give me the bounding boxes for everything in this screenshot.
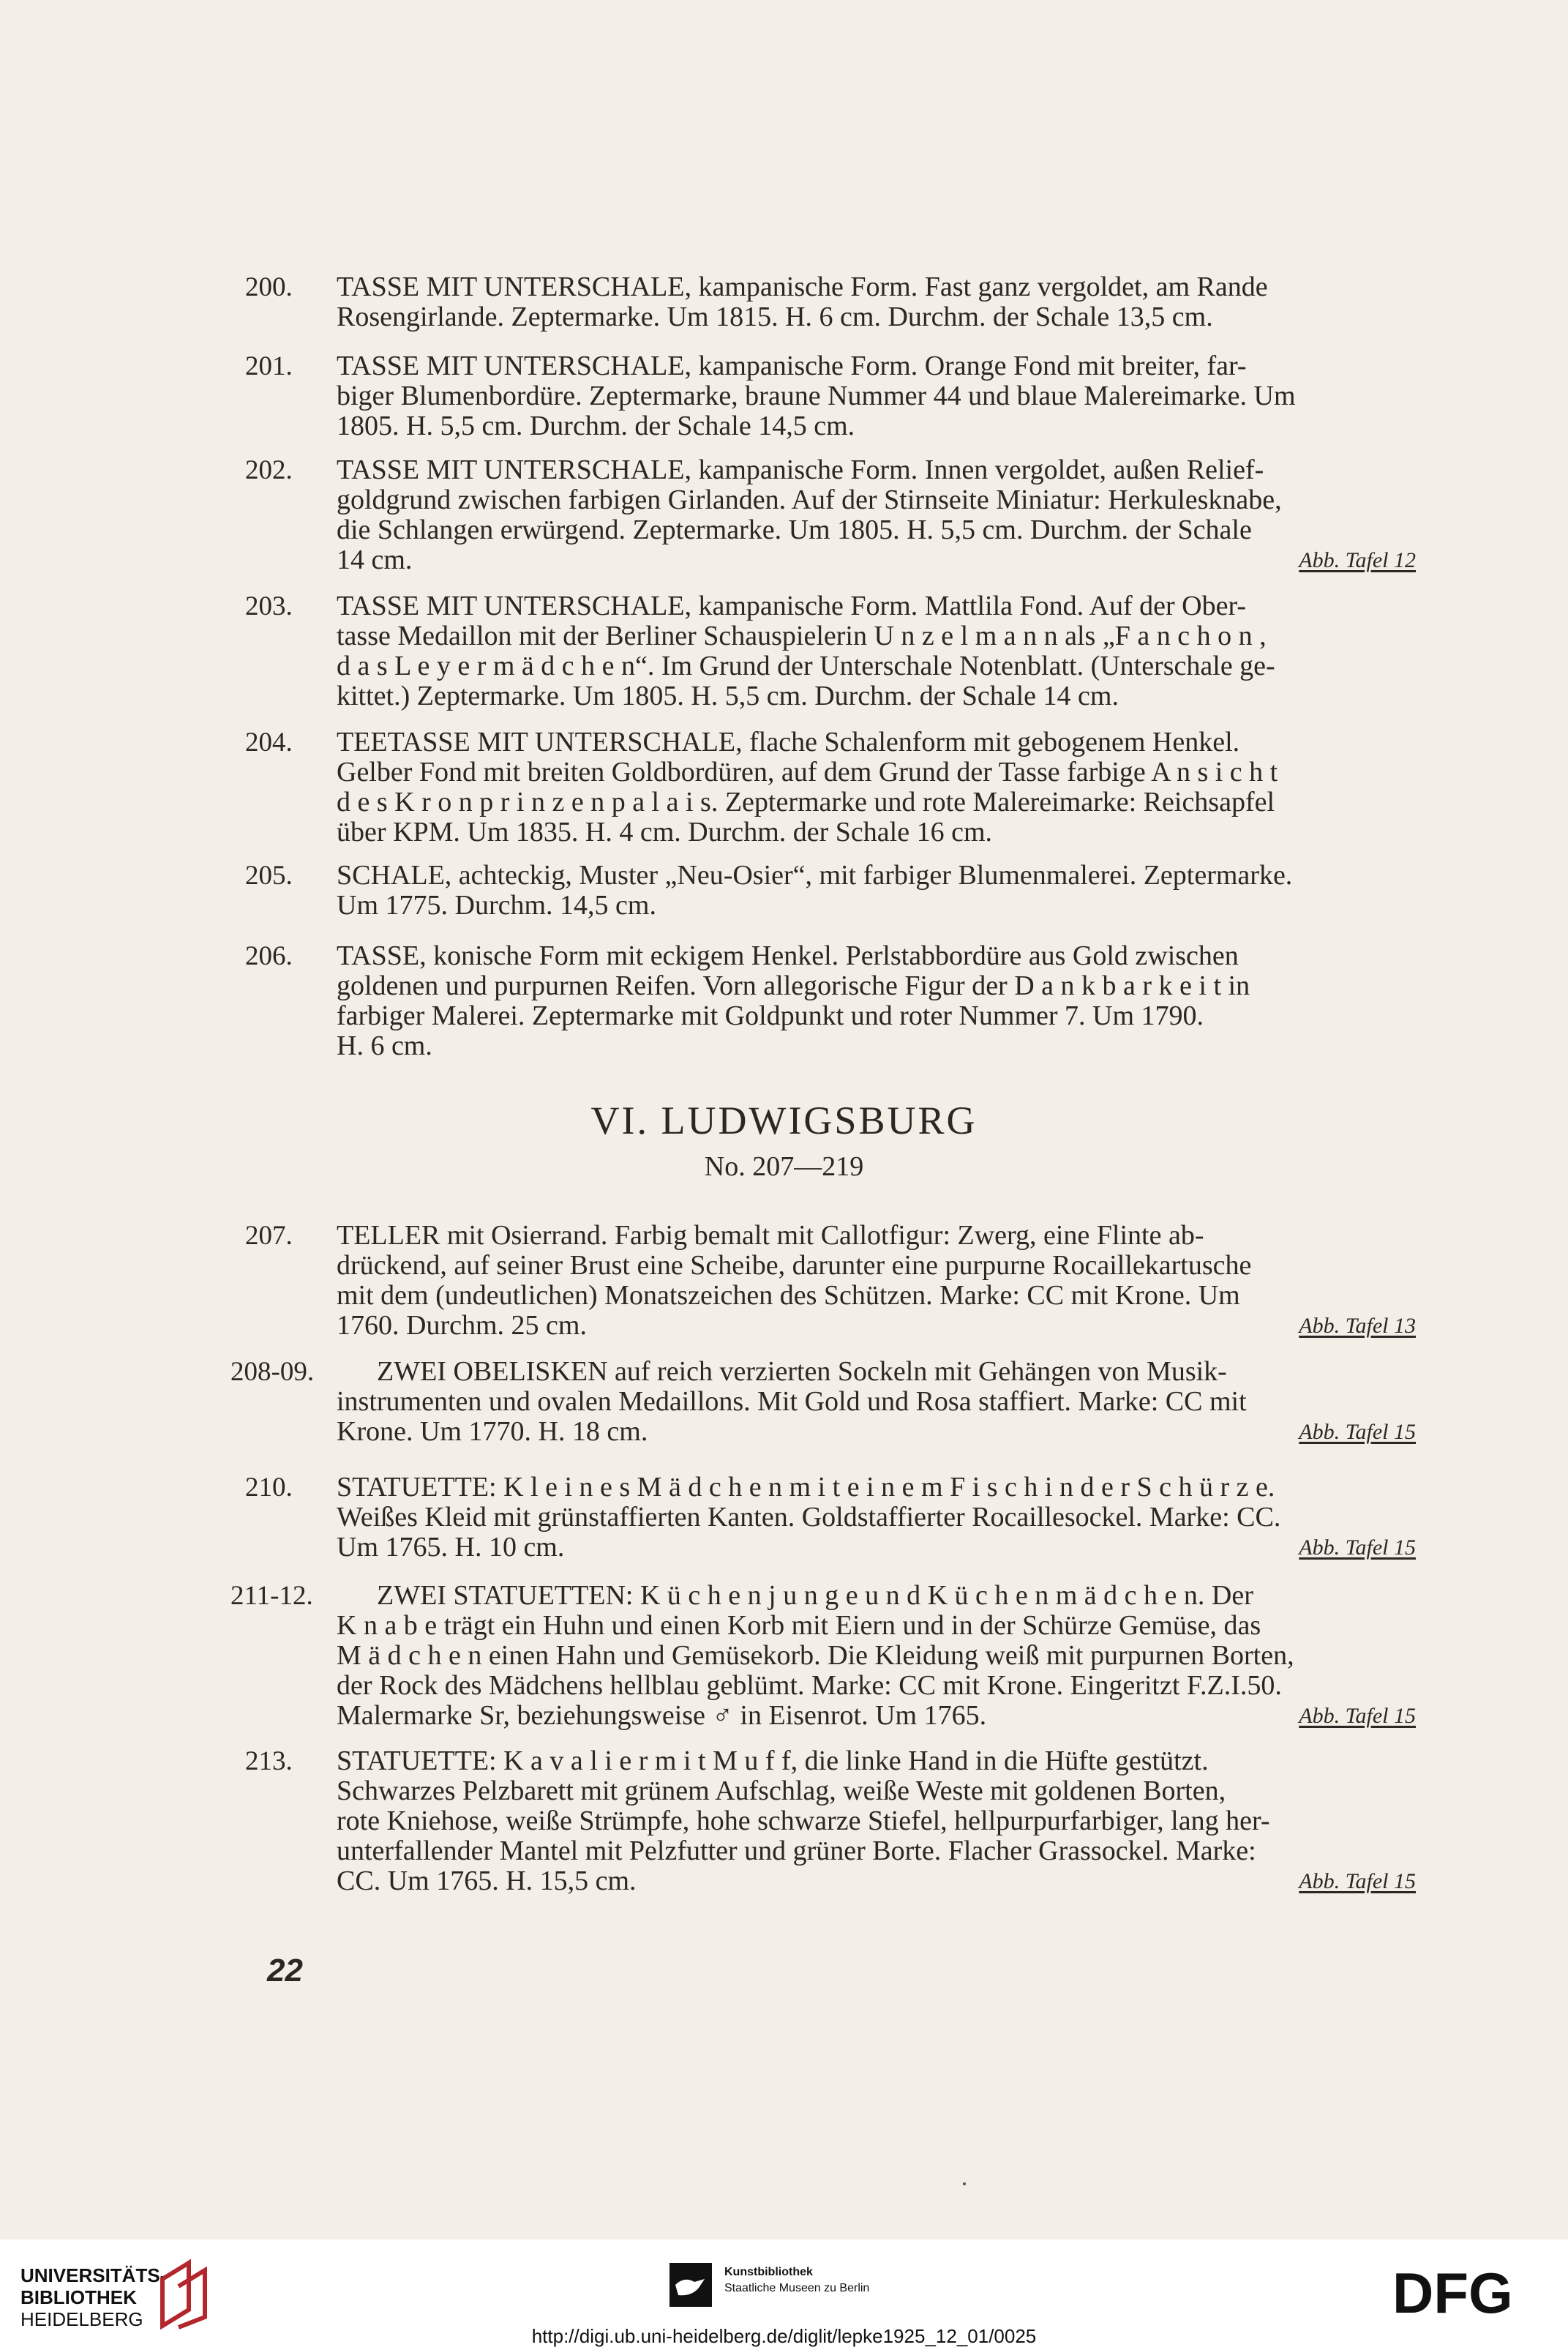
entry-text [337,1221,1416,1341]
kunstbibliothek-logo-icon [669,2263,712,2307]
entry-text [337,1746,1416,1896]
plate-reference: Abb. Tafel 15 [1299,1869,1416,1893]
university-logo-icon [157,2257,215,2330]
catalog-entry [245,591,1416,711]
catalog-entry [245,727,1416,847]
section-title: VI. LUDWIGSBURG [590,1099,978,1142]
entry-line: der Rock des Mädchens hellblau geblümt. Marke: CC mit Krone. Eingeritzt F.Z.I.50. [337,1670,1282,1701]
kb-title: Kunstbibliothek [724,2266,813,2278]
entry-line: H. 6 cm. [337,1030,432,1061]
entry-line: ZWEI STATUETTEN: K ü c h e n j u n g e u n d K ü c h e n m ä d c h e n. Der [377,1580,1253,1611]
plate-reference: Abb. Tafel 12 [1299,548,1416,572]
entry-line: TASSE MIT UNTERSCHALE, kampanische Form. Innen vergoldet, außen Relief- [337,454,1264,485]
entry-line: 1805. H. 5,5 cm. Durchm. der Schale 14,5 cm. [337,411,855,441]
plate-reference: Abb. Tafel 15 [1299,1420,1416,1444]
entry-line: STATUETTE: K a v a l i e r m i t M u f f, die linke Hand in die Hüfte gestützt. [337,1745,1209,1776]
entry-line: Um 1775. Durchm. 14,5 cm. [337,890,656,921]
uni-line-3: HEIDELBERG [20,2308,143,2330]
entry-text [337,351,1416,441]
entry-line: M ä d c h e n einen Hahn und Gemüsekorb. Die Kleidung weiß mit purpurnen Borten, [337,1640,1294,1671]
plate-reference: Abb. Tafel 13 [1299,1314,1416,1338]
page-number: 22 [267,1953,303,1988]
entry-number: 200. [245,272,293,302]
entry-line: d a s L e y e r m ä d c h e n“. Im Grund der Unterschale Notenblatt. (Unterschale ge- [337,651,1275,681]
entry-line: goldenen und purpurnen Reifen. Vorn allegorische Figur der D a n k b a r k e i t in [337,970,1250,1001]
entry-text [337,861,1416,921]
entry-number: 202. [245,455,293,485]
entry-line: TASSE MIT UNTERSCHALE, kampanische Form. Orange Fond mit breiter, far- [337,351,1247,381]
footer [0,2239,1568,2350]
section-subtitle: No. 207—219 [704,1151,864,1182]
entry-number: 205. [245,861,293,891]
entry-line: Gelber Fond mit breiten Goldbordüren, auf dem Grund der Tasse farbige A n s i c h t [337,757,1278,787]
entry-line: kittet.) Zeptermarke. Um 1805. H. 5,5 cm. Durchm. der Schale 14 cm. [337,681,1119,711]
entry-line: d e s K r o n p r i n z e n p a l a i s. Zeptermarke und rote Malereimarke: Reichsapfel [337,787,1275,817]
entry-line: CC. Um 1765. H. 15,5 cm. Abb. Tafel 15 [337,1866,1416,1896]
catalog-entry [245,272,1416,332]
entry-text [337,1473,1416,1563]
entry-line: Malermarke Sr, beziehungsweise ♂ in Eisenrot. Um 1765. Abb. Tafel 15 [337,1700,1416,1731]
entry-line: Krone. Um 1770. H. 18 cm. Abb. Tafel 15 [337,1416,1416,1447]
catalog-entry [245,941,1416,1061]
entry-number: 201. [245,351,293,381]
entry-line: STATUETTE: K l e i n e s M ä d c h e n m i t e i n e m F i s c h i n d e r S c h ü r z e. [337,1472,1275,1503]
entry-text [337,272,1416,332]
entry-number: 203. [245,591,293,621]
speck [963,2182,966,2185]
entry-text [337,455,1416,575]
entry-line: instrumenten und ovalen Medaillons. Mit Gold und Rosa staffiert. Marke: CC mit [337,1386,1247,1417]
entry-line: Rosengirlande. Zeptermarke. Um 1815. H. 6 cm. Durchm. der Schale 13,5 cm. [337,302,1213,332]
entry-line: TELLER mit Osierrand. Farbig bemalt mit Callotfigur: Zwerg, eine Flinte ab- [337,1220,1204,1251]
entry-line: mit dem (undeutlichen) Monatszeichen des Schützen. Marke: CC mit Krone. Um [337,1280,1240,1311]
entry-text [337,591,1416,711]
entry-number: 211-12. [230,1581,313,1611]
entry-line: Um 1765. H. 10 cm. Abb. Tafel 15 [337,1532,1416,1563]
entry-text [337,1356,1416,1447]
entry-line: SCHALE, achteckig, Muster „Neu-Osier“, mit farbiger Blumenmalerei. Zeptermarke. [337,860,1293,891]
entry-line: farbiger Malerei. Zeptermarke mit Goldpunkt und roter Nummer 7. Um 1790. [337,1000,1204,1031]
entry-line: TASSE MIT UNTERSCHALE, kampanische Form. Fast ganz vergoldet, am Rande [337,272,1268,302]
entry-line: goldgrund zwischen farbigen Girlanden. Auf der Stirnseite Miniatur: Herkulesknabe, [337,484,1282,515]
kb-subtitle: Staatliche Museen zu Berlin [724,2282,870,2294]
entry-number: 213. [245,1746,293,1776]
catalog-entry [245,1746,1416,1896]
catalog-entry [245,1473,1416,1563]
kunstbibliothek-text[interactable] [724,2264,869,2297]
catalog-entry [230,1356,1416,1447]
uni-line-1: UNIVERSITÄTS- [20,2264,167,2286]
uni-line-2: BIBLIOTHEK [20,2286,137,2308]
plate-reference: Abb. Tafel 15 [1299,1535,1416,1560]
catalog-entry [230,1580,1416,1731]
catalog-entry [245,1221,1416,1341]
entry-number: 207. [245,1221,293,1251]
dfg-logo-icon[interactable] [1392,2267,1546,2319]
entry-line: 1760. Durchm. 25 cm. Abb. Tafel 13 [337,1310,1416,1341]
entry-number: 210. [245,1473,293,1503]
entry-line: drückend, auf seiner Brust eine Scheibe, darunter eine purpurne Rocaillekartusche [337,1250,1252,1281]
entry-number: 208-09. [230,1357,315,1387]
entry-line: tasse Medaillon mit der Berliner Schauspielerin U n z e l m a n n als „F a n c h o n , [337,621,1267,651]
entry-number: 204. [245,727,293,757]
permalink-url[interactable]: http://digi.ub.uni-heidelberg.de/diglit/lepke1925_12_01/0025 [531,2325,1037,2347]
university-library-name[interactable] [20,2264,166,2330]
entry-line: TEETASSE MIT UNTERSCHALE, flache Schalenform mit gebogenem Henkel. [337,727,1240,757]
dfg-text: DFG [1392,2267,1513,2319]
catalog-entry [245,861,1416,921]
entry-line: K n a b e trägt ein Huhn und einen Korb mit Eiern und in der Schürze Gemüse, das [337,1610,1261,1641]
entry-line: biger Blumenbordüre. Zeptermarke, braune Nummer 44 und blaue Malereimarke. Um [337,381,1296,411]
entry-line: die Schlangen erwürgend. Zeptermarke. Um 1805. H. 5,5 cm. Durchm. der Schale [337,514,1252,545]
entry-line: unterfallender Mantel mit Pelzfutter und grüner Borte. Flacher Grassockel. Marke: [337,1836,1256,1866]
entry-line: über KPM. Um 1835. H. 4 cm. Durchm. der Schale 16 cm. [337,817,993,847]
catalog-entry [245,455,1416,575]
entry-text [337,941,1416,1061]
entry-text [337,727,1416,847]
entry-line: ZWEI OBELISKEN auf reich verzierten Sockeln mit Gehängen von Musik- [377,1356,1227,1387]
entry-line: rote Kniehose, weiße Strümpfe, hohe schwarze Stiefel, hellpurpurfarbiger, lang her- [337,1805,1270,1836]
entry-line: TASSE MIT UNTERSCHALE, kampanische Form. Mattlila Fond. Auf der Ober- [337,591,1247,621]
catalog-entry [245,351,1416,441]
plate-reference: Abb. Tafel 15 [1299,1704,1416,1728]
entry-line: Schwarzes Pelzbarett mit grünem Aufschlag, weiße Weste mit goldenen Borten, [337,1775,1226,1806]
entry-line: TASSE, konische Form mit eckigem Henkel. Perlstabbordüre aus Gold zwischen [337,940,1239,971]
entry-number: 206. [245,941,293,971]
entry-line: Weißes Kleid mit grünstaffierten Kanten. Goldstaffierter Rocaillesockel. Marke: CC. [337,1502,1281,1533]
entry-text [337,1580,1416,1731]
entry-line: 14 cm. Abb. Tafel 12 [337,545,1416,575]
